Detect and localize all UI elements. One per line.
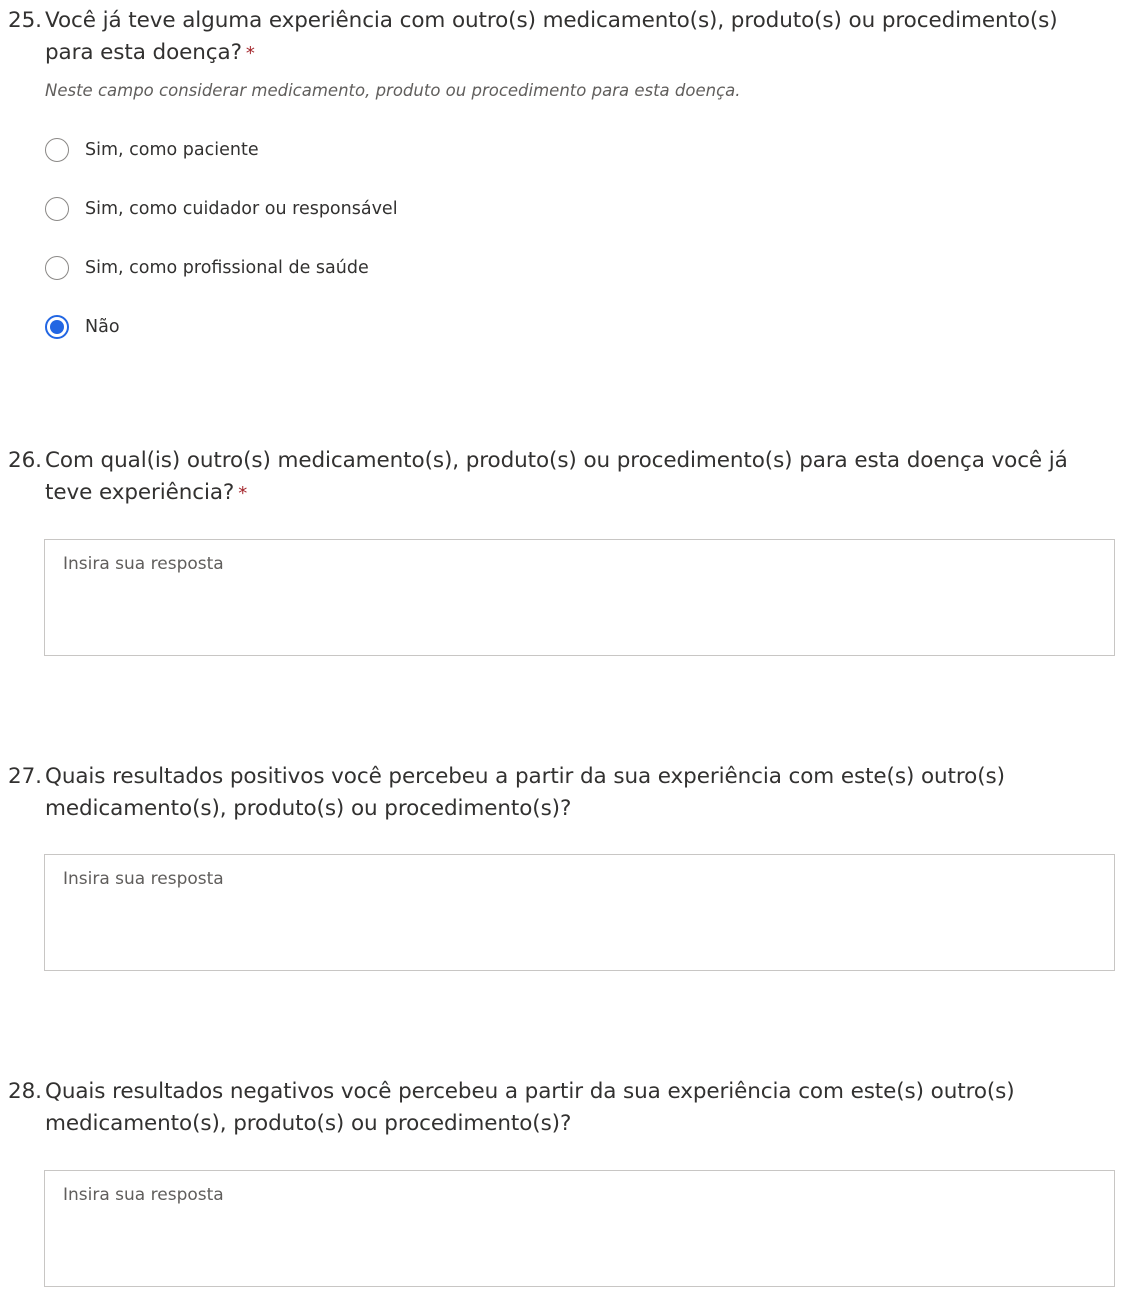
- question-text: Com qual(is) outro(s) medicamento(s), produto(s) ou procedimento(s) para esta doença você já teve experiência?: [45, 448, 1068, 505]
- question-subtitle: Neste campo considerar medicamento, produto ou procedimento para esta doença.: [45, 81, 741, 100]
- question-number: 25.: [8, 8, 42, 33]
- option-sim-como-paciente[interactable]: [45, 136, 259, 164]
- radio-button[interactable]: [45, 256, 69, 280]
- answer-input[interactable]: [44, 539, 1115, 656]
- option-sim-como-cuidador[interactable]: [45, 195, 398, 223]
- required-asterisk: *: [245, 43, 255, 64]
- question-title: [8, 445, 1098, 510]
- answer-input[interactable]: [44, 1170, 1115, 1287]
- question-25: [0, 5, 1146, 337]
- question-number: 26.: [8, 448, 42, 473]
- question-title: [8, 5, 1098, 70]
- option-nao[interactable]: [45, 313, 120, 341]
- answer-input[interactable]: [44, 854, 1115, 971]
- option-label: Não: [85, 317, 120, 337]
- question-text: Você já teve alguma experiência com outro(s) medicamento(s), produto(s) ou procedimento(s) para esta doença?: [45, 8, 1058, 65]
- radio-button[interactable]: [45, 197, 69, 221]
- question-title: [8, 761, 1098, 825]
- question-text: Quais resultados negativos você percebeu a partir da sua experiência com este(s) outro(s) medicamento(s), produto(s) ou procedimento(s)?: [45, 1079, 1015, 1136]
- option-label: Sim, como paciente: [85, 140, 259, 160]
- question-28: [0, 1076, 1146, 1140]
- option-label: Sim, como cuidador ou responsável: [85, 199, 398, 219]
- question-number: 27.: [8, 764, 42, 789]
- question-title: [8, 1076, 1098, 1140]
- question-text: Quais resultados positivos você percebeu a partir da sua experiência com este(s) outro(s) medicamento(s), produto(s) ou procedimento(s)?: [45, 764, 1005, 821]
- radio-button-checked[interactable]: [45, 315, 69, 339]
- radio-button[interactable]: [45, 138, 69, 162]
- question-number: 28.: [8, 1079, 42, 1104]
- option-label: Sim, como profissional de saúde: [85, 258, 369, 278]
- option-sim-como-profissional[interactable]: [45, 254, 369, 282]
- question-27: [0, 761, 1146, 825]
- question-26: [0, 445, 1146, 510]
- radio-dot-icon: [50, 320, 64, 334]
- required-asterisk: *: [238, 483, 248, 504]
